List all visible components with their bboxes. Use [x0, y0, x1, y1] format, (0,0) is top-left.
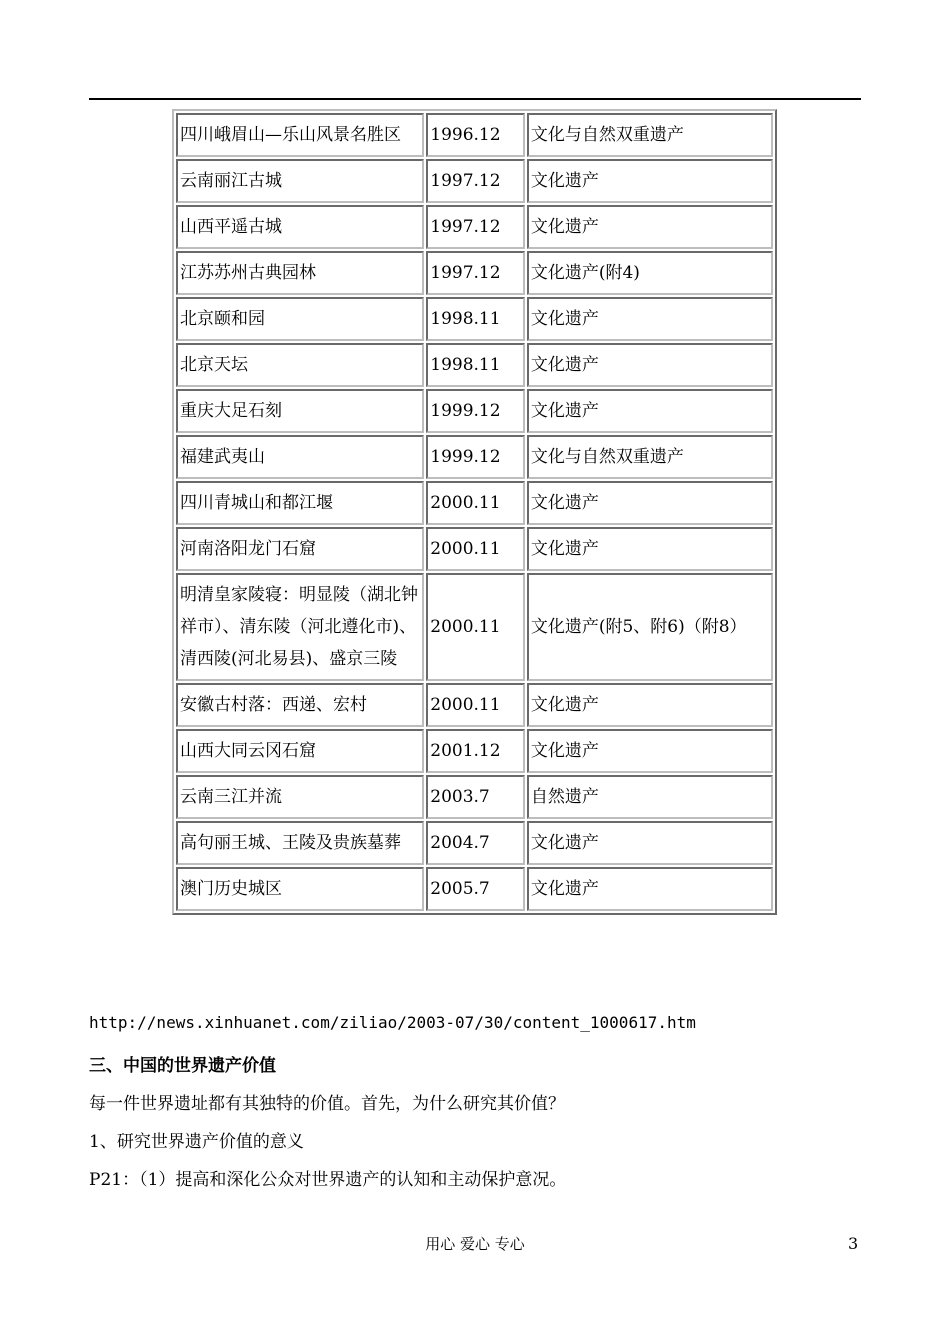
site-name-cell: 明清皇家陵寝：明显陵（湖北钟祥市）、清东陵（河北遵化市)、清西陵(河北易县)、盛京三陵	[176, 573, 424, 681]
heritage-type-cell: 文化遗产(附4)	[527, 251, 773, 295]
table-row	[176, 435, 773, 479]
heritage-type-cell: 文化遗产	[527, 527, 773, 571]
table-row	[176, 343, 773, 387]
table-row	[176, 481, 773, 525]
table-row	[176, 389, 773, 433]
table-row	[176, 527, 773, 571]
table-row	[176, 297, 773, 341]
section-heading: 三、中国的世界遗产价值	[89, 1056, 276, 1076]
heritage-type-cell: 文化遗产	[527, 729, 773, 773]
site-name-cell: 云南三江并流	[176, 775, 424, 819]
inscription-date-cell: 1998.11	[426, 297, 525, 341]
table-row	[176, 821, 773, 865]
inscription-date-cell: 1999.12	[426, 389, 525, 433]
inscription-date-cell: 1996.12	[426, 113, 525, 157]
site-name-cell: 福建武夷山	[176, 435, 424, 479]
heritage-type-cell: 文化与自然双重遗产	[527, 113, 773, 157]
table-row	[176, 205, 773, 249]
table-row	[176, 113, 773, 157]
heritage-type-cell: 文化遗产	[527, 821, 773, 865]
site-name-cell: 高句丽王城、王陵及贵族墓葬	[176, 821, 424, 865]
inscription-date-cell: 2004.7	[426, 821, 525, 865]
table-row	[176, 159, 773, 203]
table-row	[176, 867, 773, 911]
inscription-date-cell: 1999.12	[426, 435, 525, 479]
heritage-table	[172, 109, 777, 915]
heritage-type-cell: 文化遗产	[527, 297, 773, 341]
inscription-date-cell: 1997.12	[426, 159, 525, 203]
heritage-type-cell: 自然遗产	[527, 775, 773, 819]
table-row	[176, 573, 773, 681]
site-name-cell: 澳门历史城区	[176, 867, 424, 911]
body-paragraph: 每一件世界遗址都有其独特的价值。首先，为什么研究其价值？	[89, 1094, 565, 1114]
heritage-type-cell: 文化遗产	[527, 159, 773, 203]
inscription-date-cell: 2003.7	[426, 775, 525, 819]
inscription-date-cell: 1997.12	[426, 205, 525, 249]
page-number: 3	[848, 1234, 859, 1253]
body-paragraph: 1、研究世界遗产价值的意义	[89, 1132, 304, 1152]
inscription-date-cell: 2000.11	[426, 527, 525, 571]
heritage-type-cell: 文化遗产	[527, 343, 773, 387]
site-name-cell: 北京颐和园	[176, 297, 424, 341]
site-name-cell: 四川青城山和都江堰	[176, 481, 424, 525]
inscription-date-cell: 2001.12	[426, 729, 525, 773]
heritage-type-cell: 文化遗产	[527, 481, 773, 525]
heritage-type-cell: 文化遗产	[527, 683, 773, 727]
body-paragraph: P21：（1）提高和深化公众对世界遗产的认知和主动保护意况。	[89, 1170, 567, 1190]
site-name-cell: 安徽古村落：西递、宏村	[176, 683, 424, 727]
site-name-cell: 江苏苏州古典园林	[176, 251, 424, 295]
inscription-date-cell: 2005.7	[426, 867, 525, 911]
heritage-type-cell: 文化遗产(附5、附6)（附8）	[527, 573, 773, 681]
footer-motto: 用心 爱心 专心	[425, 1235, 525, 1253]
heritage-type-cell: 文化遗产	[527, 867, 773, 911]
inscription-date-cell: 2000.11	[426, 683, 525, 727]
site-name-cell: 山西大同云冈石窟	[176, 729, 424, 773]
table-row	[176, 683, 773, 727]
table-row	[176, 251, 773, 295]
inscription-date-cell: 2000.11	[426, 573, 525, 681]
heritage-type-cell: 文化与自然双重遗产	[527, 435, 773, 479]
table-row	[176, 729, 773, 773]
site-name-cell: 云南丽江古城	[176, 159, 424, 203]
table-row	[176, 775, 773, 819]
heritage-type-cell: 文化遗产	[527, 389, 773, 433]
site-name-cell: 河南洛阳龙门石窟	[176, 527, 424, 571]
inscription-date-cell: 1998.11	[426, 343, 525, 387]
site-name-cell: 北京天坛	[176, 343, 424, 387]
heritage-type-cell: 文化遗产	[527, 205, 773, 249]
site-name-cell: 重庆大足石刻	[176, 389, 424, 433]
header-rule	[89, 98, 861, 100]
inscription-date-cell: 2000.11	[426, 481, 525, 525]
site-name-cell: 四川峨眉山—乐山风景名胜区	[176, 113, 424, 157]
site-name-cell: 山西平遥古城	[176, 205, 424, 249]
source-url[interactable]: http://news.xinhuanet.com/ziliao/2003-07/30/content_1000617.htm	[89, 1013, 696, 1032]
inscription-date-cell: 1997.12	[426, 251, 525, 295]
